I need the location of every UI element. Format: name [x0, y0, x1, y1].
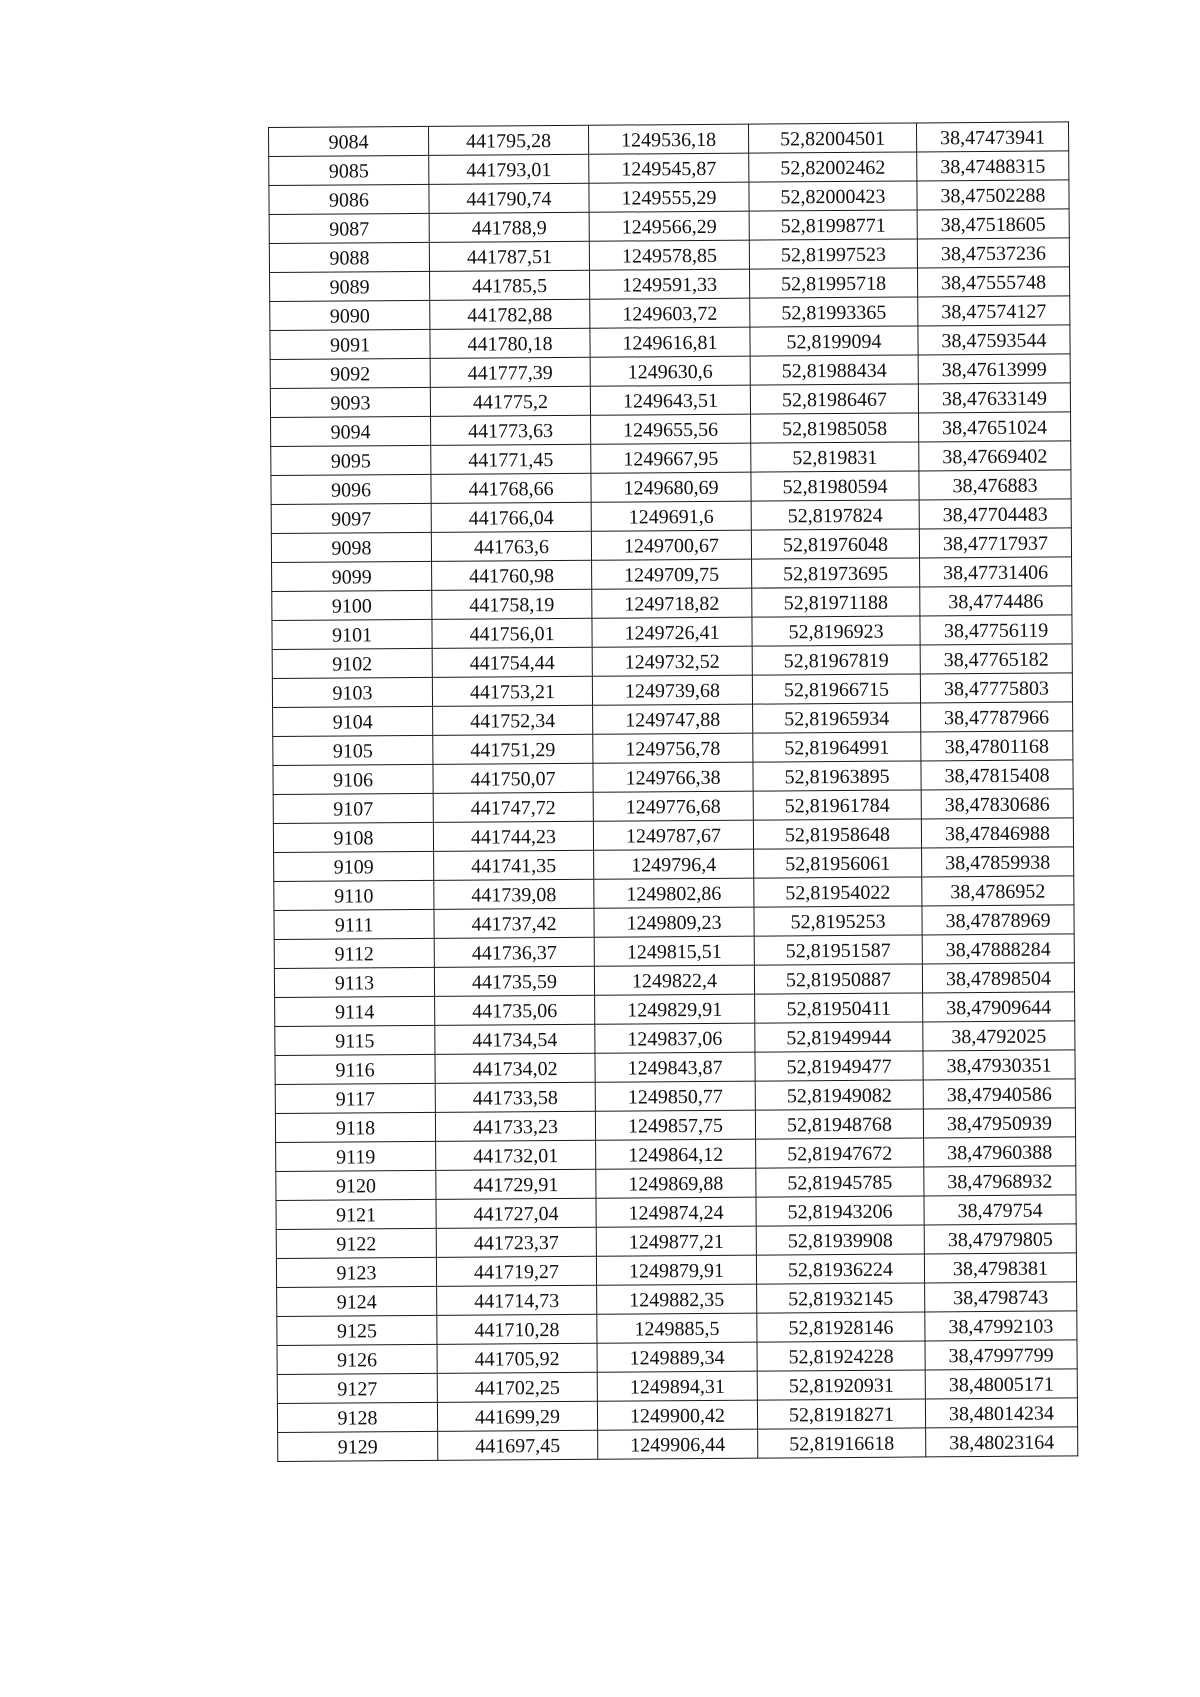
latitude-cell: 52,82004501: [748, 123, 916, 153]
y-coordinate-cell: 1249889,34: [597, 1342, 757, 1372]
longitude-cell: 38,47651024: [919, 412, 1071, 442]
latitude-cell: 52,81967819: [752, 645, 920, 675]
y-coordinate-cell: 1249555,29: [589, 182, 749, 212]
y-coordinate-cell: 1249877,21: [596, 1226, 756, 1256]
x-coordinate-cell: 441750,07: [433, 763, 593, 793]
latitude-cell: 52,81971188: [752, 587, 920, 617]
latitude-cell: 52,81943206: [756, 1196, 924, 1226]
point-number-cell: 9127: [277, 1373, 437, 1403]
latitude-cell: 52,81948768: [755, 1109, 923, 1139]
x-coordinate-cell: 441739,08: [434, 879, 594, 909]
latitude-cell: 52,82002462: [749, 152, 917, 182]
latitude-cell: 52,81966715: [752, 674, 920, 704]
y-coordinate-cell: 1249691,6: [591, 501, 751, 531]
latitude-cell: 52,81964991: [753, 732, 921, 762]
point-number-cell: 9125: [277, 1315, 437, 1345]
point-number-cell: 9085: [269, 155, 429, 185]
longitude-cell: 38,47775803: [920, 673, 1072, 703]
y-coordinate-cell: 1249906,44: [598, 1429, 758, 1459]
point-number-cell: 9114: [275, 996, 435, 1026]
longitude-cell: 38,48023164: [926, 1427, 1078, 1457]
longitude-cell: 38,476883: [919, 470, 1071, 500]
x-coordinate-cell: 441747,72: [433, 792, 593, 822]
y-coordinate-cell: 1249591,33: [590, 269, 750, 299]
longitude-cell: 38,479754: [924, 1195, 1076, 1225]
x-coordinate-cell: 441735,59: [434, 966, 594, 996]
x-coordinate-cell: 441737,42: [434, 908, 594, 938]
y-coordinate-cell: 1249885,5: [597, 1313, 757, 1343]
latitude-cell: 52,81986467: [750, 384, 918, 414]
point-number-cell: 9119: [276, 1141, 436, 1171]
longitude-cell: 38,47537236: [917, 238, 1069, 268]
longitude-cell: 38,47488315: [917, 151, 1069, 181]
point-number-cell: 9098: [271, 532, 431, 562]
longitude-cell: 38,47979805: [924, 1224, 1076, 1254]
y-coordinate-cell: 1249545,87: [589, 153, 749, 183]
point-number-cell: 9105: [273, 735, 433, 765]
longitude-cell: 38,47878969: [922, 905, 1074, 935]
y-coordinate-cell: 1249822,4: [594, 965, 754, 995]
y-coordinate-cell: 1249603,72: [590, 298, 750, 328]
y-coordinate-cell: 1249882,35: [597, 1284, 757, 1314]
x-coordinate-cell: 441697,45: [438, 1430, 598, 1460]
x-coordinate-cell: 441732,01: [436, 1140, 596, 1170]
y-coordinate-cell: 1249869,88: [596, 1168, 756, 1198]
longitude-cell: 38,48014234: [925, 1398, 1077, 1428]
longitude-cell: 38,4798743: [925, 1282, 1077, 1312]
point-number-cell: 9102: [272, 648, 432, 678]
point-number-cell: 9129: [278, 1431, 438, 1461]
y-coordinate-cell: 1249643,51: [590, 385, 750, 415]
point-number-cell: 9108: [273, 822, 433, 852]
latitude-cell: 52,81949944: [755, 1022, 923, 1052]
longitude-cell: 38,47765182: [920, 644, 1072, 674]
x-coordinate-cell: 441795,28: [428, 125, 588, 155]
y-coordinate-cell: 1249732,52: [592, 646, 752, 676]
x-coordinate-cell: 441780,18: [430, 328, 590, 358]
y-coordinate-cell: 1249776,68: [593, 791, 753, 821]
latitude-cell: 52,81998771: [749, 210, 917, 240]
latitude-cell: 52,81932145: [757, 1283, 925, 1313]
longitude-cell: 38,47846988: [921, 818, 1073, 848]
y-coordinate-cell: 1249802,86: [594, 878, 754, 908]
x-coordinate-cell: 441727,04: [436, 1198, 596, 1228]
latitude-cell: 52,8195253: [754, 906, 922, 936]
longitude-cell: 38,47815408: [921, 760, 1073, 790]
longitude-cell: 38,47574127: [918, 296, 1070, 326]
longitude-cell: 38,47997799: [925, 1340, 1077, 1370]
x-coordinate-cell: 441710,28: [437, 1314, 597, 1344]
point-number-cell: 9090: [270, 300, 430, 330]
y-coordinate-cell: 1249667,95: [591, 443, 751, 473]
x-coordinate-cell: 441736,37: [434, 937, 594, 967]
point-number-cell: 9122: [276, 1228, 436, 1258]
longitude-cell: 38,47593544: [918, 325, 1070, 355]
longitude-cell: 38,47859938: [922, 847, 1074, 877]
point-number-cell: 9094: [271, 416, 431, 446]
y-coordinate-cell: 1249718,82: [592, 588, 752, 618]
x-coordinate-cell: 441763,6: [431, 531, 591, 561]
longitude-cell: 38,47787966: [921, 702, 1073, 732]
longitude-cell: 38,4786952: [922, 876, 1074, 906]
latitude-cell: 52,819831: [751, 442, 919, 472]
latitude-cell: 52,8199094: [750, 326, 918, 356]
y-coordinate-cell: 1249536,18: [588, 124, 748, 154]
longitude-cell: 38,47968932: [924, 1166, 1076, 1196]
x-coordinate-cell: 441734,02: [435, 1053, 595, 1083]
x-coordinate-cell: 441735,06: [435, 995, 595, 1025]
x-coordinate-cell: 441773,63: [431, 415, 591, 445]
x-coordinate-cell: 441766,04: [431, 502, 591, 532]
latitude-cell: 52,81997523: [749, 239, 917, 269]
latitude-cell: 52,81950411: [755, 993, 923, 1023]
latitude-cell: 52,81928146: [757, 1312, 925, 1342]
x-coordinate-cell: 441793,01: [429, 154, 589, 184]
longitude-cell: 38,47669402: [919, 441, 1071, 471]
x-coordinate-cell: 441758,19: [432, 589, 592, 619]
point-number-cell: 9093: [270, 387, 430, 417]
latitude-cell: 52,81950887: [754, 964, 922, 994]
y-coordinate-cell: 1249843,87: [595, 1052, 755, 1082]
longitude-cell: 38,47731406: [920, 557, 1072, 587]
point-number-cell: 9084: [269, 126, 429, 156]
y-coordinate-cell: 1249879,91: [596, 1255, 756, 1285]
longitude-cell: 38,47940586: [923, 1079, 1075, 1109]
x-coordinate-cell: 441723,37: [436, 1227, 596, 1257]
point-number-cell: 9101: [272, 619, 432, 649]
x-coordinate-cell: 441705,92: [437, 1343, 597, 1373]
point-number-cell: 9086: [269, 184, 429, 214]
point-number-cell: 9092: [270, 358, 430, 388]
x-coordinate-cell: 441768,66: [431, 473, 591, 503]
point-number-cell: 9100: [272, 590, 432, 620]
latitude-cell: 52,81973695: [752, 558, 920, 588]
coordinates-table: [268, 121, 1078, 1462]
y-coordinate-cell: 1249796,4: [594, 849, 754, 879]
y-coordinate-cell: 1249857,75: [595, 1110, 755, 1140]
y-coordinate-cell: 1249566,29: [589, 211, 749, 241]
point-number-cell: 9112: [274, 938, 434, 968]
latitude-cell: 52,81993365: [750, 297, 918, 327]
longitude-cell: 38,47909644: [923, 992, 1075, 1022]
latitude-cell: 52,81961784: [753, 790, 921, 820]
y-coordinate-cell: 1249900,42: [597, 1400, 757, 1430]
x-coordinate-cell: 441775,2: [430, 386, 590, 416]
longitude-cell: 38,47518605: [917, 209, 1069, 239]
longitude-cell: 38,47801168: [921, 731, 1073, 761]
point-number-cell: 9106: [273, 764, 433, 794]
latitude-cell: 52,81916618: [758, 1428, 926, 1458]
latitude-cell: 52,81936224: [756, 1254, 924, 1284]
latitude-cell: 52,81949082: [755, 1080, 923, 1110]
x-coordinate-cell: 441787,51: [429, 241, 589, 271]
point-number-cell: 9124: [277, 1286, 437, 1316]
y-coordinate-cell: 1249578,85: [589, 240, 749, 270]
y-coordinate-cell: 1249787,67: [593, 820, 753, 850]
y-coordinate-cell: 1249630,6: [590, 356, 750, 386]
x-coordinate-cell: 441733,58: [435, 1082, 595, 1112]
x-coordinate-cell: 441699,29: [437, 1401, 597, 1431]
longitude-cell: 38,47756119: [920, 615, 1072, 645]
point-number-cell: 9116: [275, 1054, 435, 1084]
point-number-cell: 9087: [269, 213, 429, 243]
latitude-cell: 52,81924228: [757, 1341, 925, 1371]
point-number-cell: 9113: [274, 967, 434, 997]
longitude-cell: 38,4798381: [924, 1253, 1076, 1283]
x-coordinate-cell: 441777,39: [430, 357, 590, 387]
latitude-cell: 52,81995718: [750, 268, 918, 298]
point-number-cell: 9111: [274, 909, 434, 939]
longitude-cell: 38,47888284: [922, 934, 1074, 964]
latitude-cell: 52,81918271: [757, 1399, 925, 1429]
y-coordinate-cell: 1249874,24: [596, 1197, 756, 1227]
x-coordinate-cell: 441752,34: [433, 705, 593, 735]
y-coordinate-cell: 1249766,38: [593, 762, 753, 792]
x-coordinate-cell: 441751,29: [433, 734, 593, 764]
x-coordinate-cell: 441754,44: [432, 647, 592, 677]
longitude-cell: 38,47613999: [918, 354, 1070, 384]
latitude-cell: 52,81976048: [751, 529, 919, 559]
y-coordinate-cell: 1249756,78: [593, 733, 753, 763]
y-coordinate-cell: 1249739,68: [592, 675, 752, 705]
x-coordinate-cell: 441741,35: [434, 850, 594, 880]
latitude-cell: 52,81958648: [753, 819, 921, 849]
latitude-cell: 52,8196923: [752, 616, 920, 646]
longitude-cell: 38,47704483: [919, 499, 1071, 529]
latitude-cell: 52,81985058: [751, 413, 919, 443]
x-coordinate-cell: 441790,74: [429, 183, 589, 213]
x-coordinate-cell: 441714,73: [437, 1285, 597, 1315]
x-coordinate-cell: 441771,45: [431, 444, 591, 474]
point-number-cell: 9107: [273, 793, 433, 823]
latitude-cell: 52,81951587: [754, 935, 922, 965]
y-coordinate-cell: 1249829,91: [595, 994, 755, 1024]
latitude-cell: 52,81954022: [754, 877, 922, 907]
point-number-cell: 9097: [271, 503, 431, 533]
point-number-cell: 9109: [274, 851, 434, 881]
x-coordinate-cell: 441734,54: [435, 1024, 595, 1054]
y-coordinate-cell: 1249894,31: [597, 1371, 757, 1401]
point-number-cell: 9117: [275, 1083, 435, 1113]
x-coordinate-cell: 441719,27: [436, 1256, 596, 1286]
latitude-cell: 52,82000423: [749, 181, 917, 211]
point-number-cell: 9095: [271, 445, 431, 475]
point-number-cell: 9126: [277, 1344, 437, 1374]
coordinates-table-body: [269, 122, 1078, 1462]
y-coordinate-cell: 1249809,23: [594, 907, 754, 937]
x-coordinate-cell: 441782,88: [430, 299, 590, 329]
point-number-cell: 9096: [271, 474, 431, 504]
y-coordinate-cell: 1249815,51: [594, 936, 754, 966]
y-coordinate-cell: 1249837,06: [595, 1023, 755, 1053]
latitude-cell: 52,81920931: [757, 1370, 925, 1400]
longitude-cell: 38,47960388: [924, 1137, 1076, 1167]
latitude-cell: 52,81988434: [750, 355, 918, 385]
longitude-cell: 38,47930351: [923, 1050, 1075, 1080]
y-coordinate-cell: 1249864,12: [596, 1139, 756, 1169]
point-number-cell: 9110: [274, 880, 434, 910]
x-coordinate-cell: 441785,5: [430, 270, 590, 300]
latitude-cell: 52,81963895: [753, 761, 921, 791]
point-number-cell: 9121: [276, 1199, 436, 1229]
longitude-cell: 38,47717937: [919, 528, 1071, 558]
latitude-cell: 52,8197824: [751, 500, 919, 530]
x-coordinate-cell: 441733,23: [435, 1111, 595, 1141]
point-number-cell: 9115: [275, 1025, 435, 1055]
y-coordinate-cell: 1249616,81: [590, 327, 750, 357]
longitude-cell: 38,47950939: [923, 1108, 1075, 1138]
y-coordinate-cell: 1249680,69: [591, 472, 751, 502]
y-coordinate-cell: 1249709,75: [592, 559, 752, 589]
longitude-cell: 38,47555748: [918, 267, 1070, 297]
point-number-cell: 9123: [276, 1257, 436, 1287]
latitude-cell: 52,81947672: [756, 1138, 924, 1168]
point-number-cell: 9089: [270, 271, 430, 301]
point-number-cell: 9103: [272, 677, 432, 707]
longitude-cell: 38,47830686: [921, 789, 1073, 819]
longitude-cell: 38,47502288: [917, 180, 1069, 210]
x-coordinate-cell: 441702,25: [437, 1372, 597, 1402]
y-coordinate-cell: 1249700,67: [591, 530, 751, 560]
point-number-cell: 9088: [269, 242, 429, 272]
longitude-cell: 38,47898504: [922, 963, 1074, 993]
x-coordinate-cell: 441744,23: [433, 821, 593, 851]
latitude-cell: 52,81980594: [751, 471, 919, 501]
latitude-cell: 52,81949477: [755, 1051, 923, 1081]
point-number-cell: 9091: [270, 329, 430, 359]
longitude-cell: 38,47473941: [916, 122, 1068, 152]
latitude-cell: 52,81939908: [756, 1225, 924, 1255]
latitude-cell: 52,81956061: [754, 848, 922, 878]
point-number-cell: 9099: [272, 561, 432, 591]
x-coordinate-cell: 441760,98: [432, 560, 592, 590]
x-coordinate-cell: 441753,21: [432, 676, 592, 706]
x-coordinate-cell: 441788,9: [429, 212, 589, 242]
latitude-cell: 52,81965934: [753, 703, 921, 733]
point-number-cell: 9104: [273, 706, 433, 736]
x-coordinate-cell: 441756,01: [432, 618, 592, 648]
y-coordinate-cell: 1249747,88: [593, 704, 753, 734]
point-number-cell: 9118: [275, 1112, 435, 1142]
longitude-cell: 38,4792025: [923, 1021, 1075, 1051]
y-coordinate-cell: 1249655,56: [591, 414, 751, 444]
longitude-cell: 38,47633149: [918, 383, 1070, 413]
y-coordinate-cell: 1249726,41: [592, 617, 752, 647]
table-row: [278, 1427, 1078, 1462]
x-coordinate-cell: 441729,91: [436, 1169, 596, 1199]
latitude-cell: 52,81945785: [756, 1167, 924, 1197]
point-number-cell: 9128: [277, 1402, 437, 1432]
longitude-cell: 38,4774486: [920, 586, 1072, 616]
point-number-cell: 9120: [276, 1170, 436, 1200]
y-coordinate-cell: 1249850,77: [595, 1081, 755, 1111]
longitude-cell: 38,47992103: [925, 1311, 1077, 1341]
longitude-cell: 38,48005171: [925, 1369, 1077, 1399]
